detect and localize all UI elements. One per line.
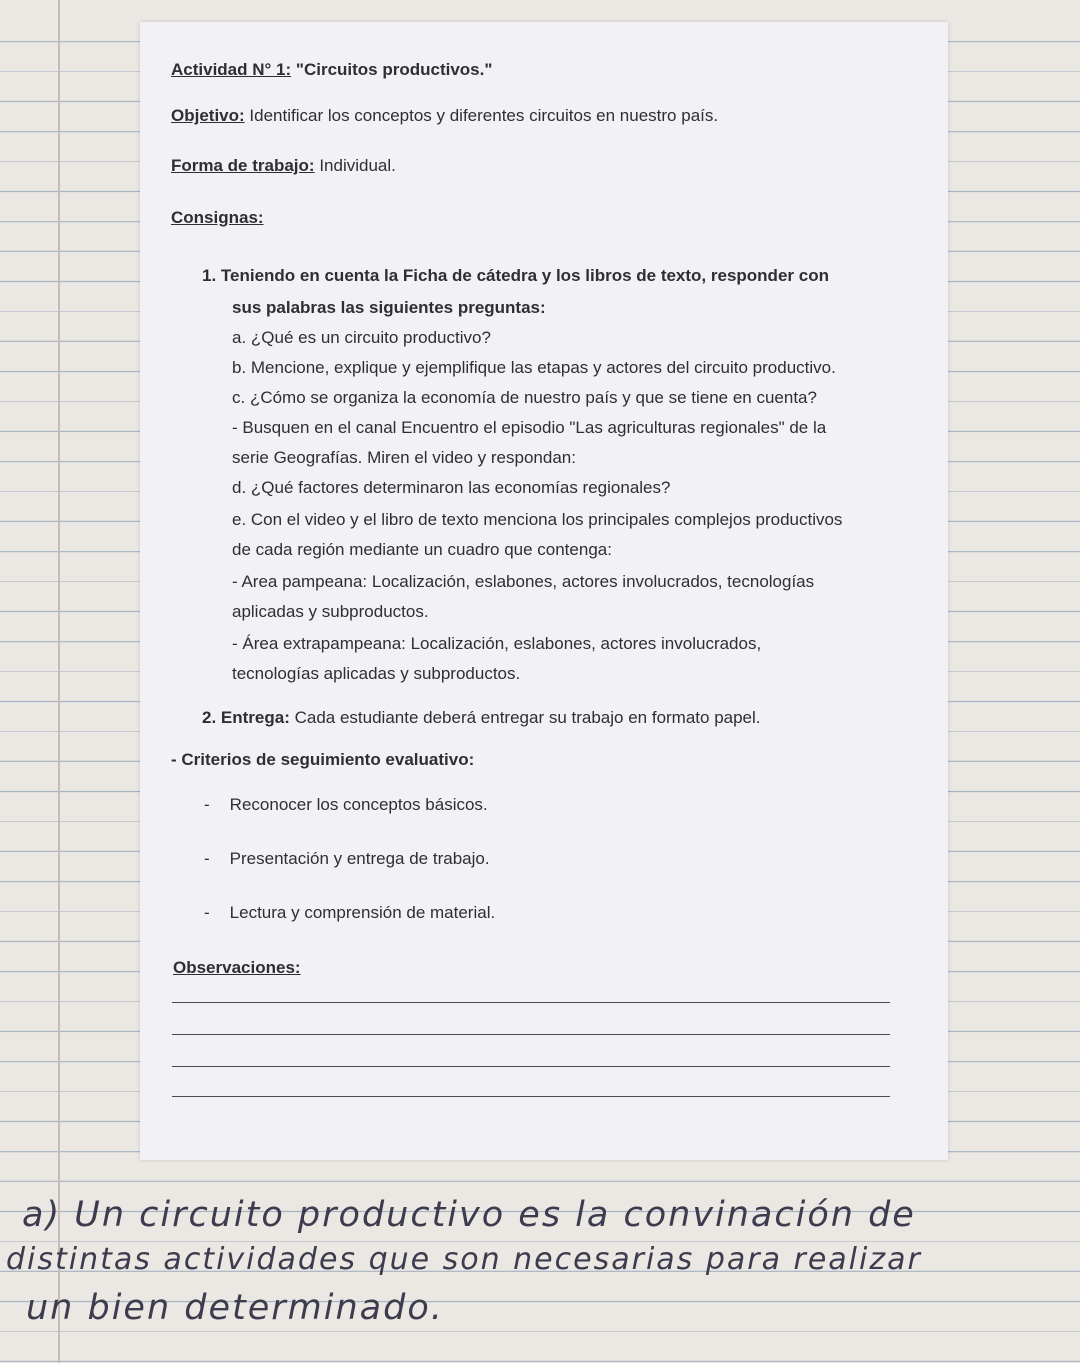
pampa-item-1: - Area pampeana: Localización, eslabones, actores involucrados, tecnologías [232,572,815,591]
search-instruction-1: - Busquen en el canal Encuentro el episodio "Las agriculturas regionales" de la [232,418,827,437]
search-instruction-2: serie Geografías. Miren el video y respondan: [232,448,576,467]
item2: 2. Entrega: Cada estudiante deberá entregar su trabajo en formato papel. [202,708,761,727]
question-e-2: de cada región mediante un cuadro que contenga: [232,540,612,559]
work-form: Forma de trabajo: Individual. [171,156,396,175]
question-a: a. ¿Qué es un circuito productivo? [232,328,491,347]
question-e-1: e. Con el video y el libro de texto menciona los principales complejos productivos [232,510,843,529]
observations-line [172,1034,890,1035]
observations-line [172,1096,890,1097]
extrapampa-item-1: - Área extrapampeana: Localización, eslabones, actores involucrados, [232,634,762,653]
criteria-item: - Lectura y comprensión de material. [204,903,496,922]
criteria-item: - Reconocer los conceptos básicos. [204,795,488,814]
handwritten-answer-line3: un bien determinado. [26,1288,444,1328]
observations-line [172,1002,890,1003]
question-c: c. ¿Cómo se organiza la economía de nuestro país y que se tiene en cuenta? [232,388,817,407]
item1-line2: sus palabras las siguientes preguntas: [232,298,546,317]
question-b: b. Mencione, explique y ejemplifique las etapas y actores del circuito productivo. [232,358,836,377]
criteria-heading: - Criterios de seguimiento evaluativo: [171,750,475,769]
extrapampa-item-2: tecnologías aplicadas y subproductos. [232,664,521,683]
activity-title: Actividad N° 1: "Circuitos productivos." [171,60,493,79]
question-d: d. ¿Qué factores determinaron las economías regionales? [232,478,671,497]
criteria-item: - Presentación y entrega de trabajo. [204,849,490,868]
printed-worksheet [140,22,948,1160]
instructions-heading: Consignas: [171,208,264,227]
handwritten-answer-line2: distintas actividades que son necesarias para realizar [6,1242,922,1277]
objective: Objetivo: Identificar los conceptos y diferentes circuitos en nuestro país. [171,106,719,125]
pampa-item-2: aplicadas y subproductos. [232,602,429,621]
observations-line [172,1066,890,1067]
item1-line1: 1. Teniendo en cuenta la Ficha de cátedra y los libros de texto, responder con [202,266,829,285]
notebook-margin-line [58,0,60,1363]
handwritten-answer-line1: a) Un circuito productivo es la convinación de [22,1195,916,1235]
observations-label: Observaciones: [173,958,301,977]
